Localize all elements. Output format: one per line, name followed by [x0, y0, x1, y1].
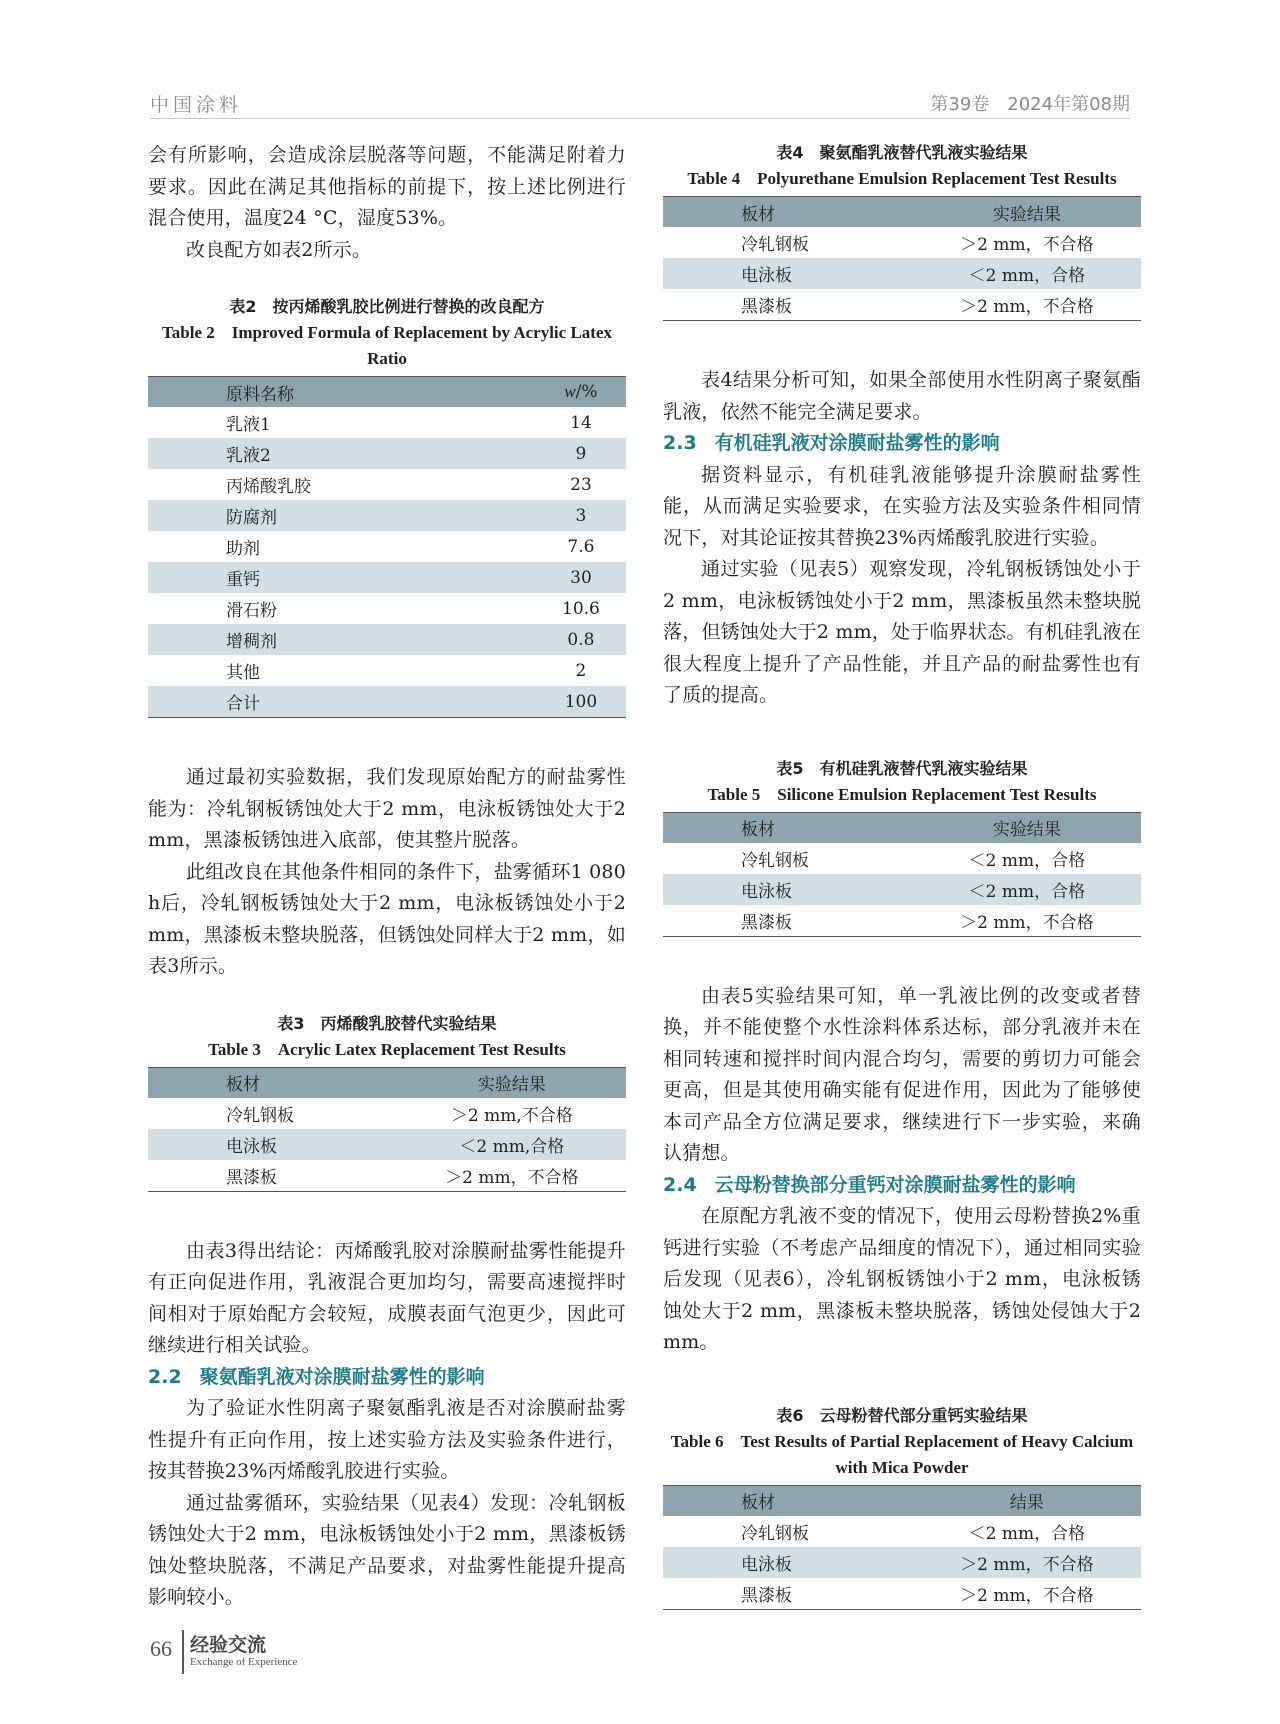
table-cell: 增稠剂 [148, 624, 536, 655]
paragraph: 通过盐雾循环，实验结果（见表4）发现：冷轧钢板锈蚀处大于2 mm，电泳板锈蚀处小于2 mm，黑漆板锈蚀处整块脱落，不满足产品要求，对盐雾性能提升提高影响较小。 [148, 1491, 626, 1608]
table-caption-cn: 表5 有机硅乳液替代乳液实验结果 [776, 758, 1028, 778]
table-cell: 电泳板 [663, 874, 913, 905]
table-cell: ＞2 mm,不合格 [450, 1105, 573, 1126]
left-column [148, 140, 626, 1614]
table-cell: ＞2 mm，不合格 [960, 235, 1094, 255]
table-caption-cn: 表3 丙烯酸乳胶替代实验结果 [277, 1013, 497, 1033]
table-cell: ＜2 mm，合格 [968, 850, 1086, 871]
journal-name: 中国涂料 [150, 94, 243, 116]
section-number: 2.2 [148, 1365, 182, 1388]
table-header: 实验结果 [398, 1067, 626, 1098]
paragraph: 为了验证水性阴离子聚氨酯乳液是否对涂膜耐盐雾性提升有正向作用，按上述实验方法及实验条件进行，按其替换23%丙烯酸乳胶进行实验。 [148, 1397, 626, 1482]
table-caption-en: Table 3 Acrylic Latex Replacement Test Results [208, 1039, 566, 1059]
table-header: 板材 [663, 1485, 913, 1516]
paragraph: 表4结果分析可知，如果全部使用水性阴离子聚氨酯乳液，依然不能完全满足要求。 [663, 369, 1141, 423]
table-cell: 乳液2 [148, 438, 536, 469]
running-header [150, 90, 1130, 119]
paragraph: 改良配方如表2所示。 [186, 238, 372, 261]
table-header: 板材 [148, 1067, 398, 1098]
table-caption-en: Table 6 Test Results of Partial Replacement of Heavy Calcium with Mica Powder [670, 1431, 1134, 1477]
table-cell: 2 [575, 660, 587, 681]
table-cell: ＞2 mm，不合格 [913, 1547, 1141, 1578]
table-cell: 黑漆板 [226, 1167, 277, 1188]
paragraph: 在原配方乳液不变的情况下，使用云母粉替换2%重钙进行实验（不考虑产品细度的情况下），通过相同实验后发现（见表6），冷轧钢板锈蚀小于2 mm，电泳板锈蚀处大于2 mm，黑漆板未整块脱落，锈蚀处侵蚀大于2 mm。 [663, 1205, 1141, 1353]
section-title: 云母粉替换部分重钙对涂膜耐盐雾性的影响 [714, 1173, 1076, 1196]
issue-info: 第39卷 2024年第08期 [930, 94, 1130, 115]
table-4 [663, 196, 1141, 321]
table-header: 原料名称 [148, 377, 536, 408]
table-cell: 14 [570, 412, 592, 433]
table-cell: 30 [536, 562, 626, 593]
table-cell: ＞2 mm，不合格 [960, 297, 1094, 317]
table-5 [663, 812, 1141, 937]
table-caption-en: Table 4 Polyurethane Emulsion Replacement Test Results [687, 169, 1117, 188]
table-caption-en: Table 2 Improved Formula of Replacement by Acrylic Latex Ratio [162, 323, 612, 368]
table-cell: 防腐剂 [148, 500, 536, 531]
table-cell: 电泳板 [663, 258, 913, 289]
section-heading [663, 428, 1141, 460]
table-cell: ＞2 mm，不合格 [960, 1585, 1094, 1606]
table-header: 实验结果 [913, 197, 1141, 228]
table-cell: 乳液1 [226, 415, 271, 435]
table-cell: 3 [536, 500, 626, 531]
right-column [663, 140, 1141, 1610]
table-cell: 电泳板 [663, 1547, 913, 1578]
paragraph: 据资料显示，有机硅乳液能够提升涂膜耐盐雾性能，从而满足实验要求，在实验方法及实验条件相同情况下，对其论证按其替换23%丙烯酸乳胶进行实验。 [663, 463, 1141, 549]
table-cell: 冷轧钢板 [741, 1523, 809, 1544]
table-cell: 冷轧钢板 [741, 235, 809, 255]
section-label-cn: 经验交流 [190, 1634, 267, 1656]
paragraph: 由表5实验结果可知，单一乳液比例的改变或者替换，并不能使整个水性涂料体系达标，部分乳液并未在相同转速和搅拌时间内混合均匀，需要的剪切力可能会更高，但是其使用确实能有促进作用，因此为了能够使本司产品全方位满足要求，继续进行下一步实验，来确认猜想。 [663, 984, 1141, 1164]
table-cell: ＜2 mm，合格 [913, 258, 1141, 289]
table-caption-cn: 表4 聚氨酯乳液替代乳液实验结果 [776, 143, 1028, 162]
table-cell: 9 [536, 438, 626, 469]
table-cell: 重钙 [148, 562, 536, 593]
table-cell: 7.6 [567, 536, 595, 557]
table-cell: 冷轧钢板 [226, 1105, 294, 1126]
table-cell: 合计 [148, 686, 536, 718]
table-cell: ＞2 mm，不合格 [960, 912, 1094, 933]
page-number: 66 [150, 1636, 172, 1661]
table-cell: 黑漆板 [741, 297, 792, 317]
table-6 [663, 1485, 1141, 1610]
table-cell: 电泳板 [148, 1129, 398, 1160]
table-header: w/% [536, 377, 626, 408]
table-header: 板材 [663, 812, 913, 843]
paragraph: 由表3得出结论：丙烯酸乳胶对涂膜耐盐雾性能提升有正向促进作用，乳液混合更加均匀，需要高速搅拌时间相对于原始配方会较短，成膜表面气泡更少，因此可继续进行相关试验。 [148, 1239, 626, 1356]
table-cell: 100 [536, 686, 626, 718]
paragraph: 通过最初实验数据，我们发现原始配方的耐盐雾性能为：冷轧钢板锈蚀处大于2 mm，电泳板锈蚀处大于2 mm，黑漆板锈蚀进入底部，使其整片脱落。 [148, 766, 626, 851]
table-2 [148, 376, 626, 718]
section-heading [663, 1170, 1141, 1202]
section-number: 2.3 [663, 432, 697, 454]
paragraph: 此组改良在其他条件相同的条件下，盐雾循环1 080 h后，冷轧钢板锈蚀处大于2 mm，电泳板锈蚀处小于2 mm，黑漆板未整块脱落，但锈蚀处同样大于2 mm，如表3所示。 [148, 860, 626, 977]
section-number: 2.4 [663, 1173, 697, 1196]
table-header: 板材 [663, 197, 913, 228]
table-cell: 0.8 [536, 624, 626, 655]
table-caption-en: Table 5 Silicone Emulsion Replacement Test Results [707, 784, 1097, 804]
section-title: 有机硅乳液对涂膜耐盐雾性的影响 [714, 432, 1000, 454]
table-cell: 10.6 [562, 598, 600, 619]
section-label-en: Exchange of Experience [190, 1656, 298, 1668]
table-caption-cn: 表2 按丙烯酸乳胶比例进行替换的改良配方 [229, 297, 545, 316]
section-title: 聚氨酯乳液对涂膜耐盐雾性的影响 [199, 1365, 485, 1388]
table-cell: 冷轧钢板 [741, 850, 809, 871]
paragraph: 会有所影响，会造成涂层脱落等问题，不能满足附着力要求。因此在满足其他指标的前提下，按上述比例进行混合使用，温度24 °C，湿度53%。 [148, 144, 626, 229]
footer-divider [182, 1630, 184, 1674]
table-cell: 黑漆板 [741, 1585, 792, 1606]
section-heading [148, 1362, 626, 1394]
table-cell: 其他 [226, 663, 260, 683]
table-cell: 丙烯酸乳胶 [226, 477, 311, 497]
table-cell: ＜2 mm，合格 [968, 1523, 1086, 1544]
table-cell: ＜2 mm,合格 [398, 1129, 626, 1160]
table-3 [148, 1067, 626, 1192]
table-header: 实验结果 [913, 812, 1141, 843]
table-header: 结果 [913, 1485, 1141, 1516]
table-cell: 助剂 [226, 539, 260, 559]
table-cell: 滑石粉 [226, 601, 277, 621]
table-caption-cn: 表6 云母粉替代部分重钙实验结果 [776, 1405, 1028, 1425]
table-cell: ＜2 mm，合格 [913, 874, 1141, 905]
paragraph: 通过实验（见表5）观察发现，冷轧钢板锈蚀处小于2 mm，电泳板锈蚀处小于2 mm，黑漆板虽然未整块脱落，但锈蚀处大于2 mm，处于临界状态。有机硅乳液在很大程度上提升了产品性能，并且产品的耐盐雾性也有了质的提高。 [663, 558, 1141, 706]
table-cell: 黑漆板 [741, 912, 792, 933]
table-cell: ＞2 mm，不合格 [445, 1167, 579, 1188]
table-cell: 23 [570, 474, 592, 495]
